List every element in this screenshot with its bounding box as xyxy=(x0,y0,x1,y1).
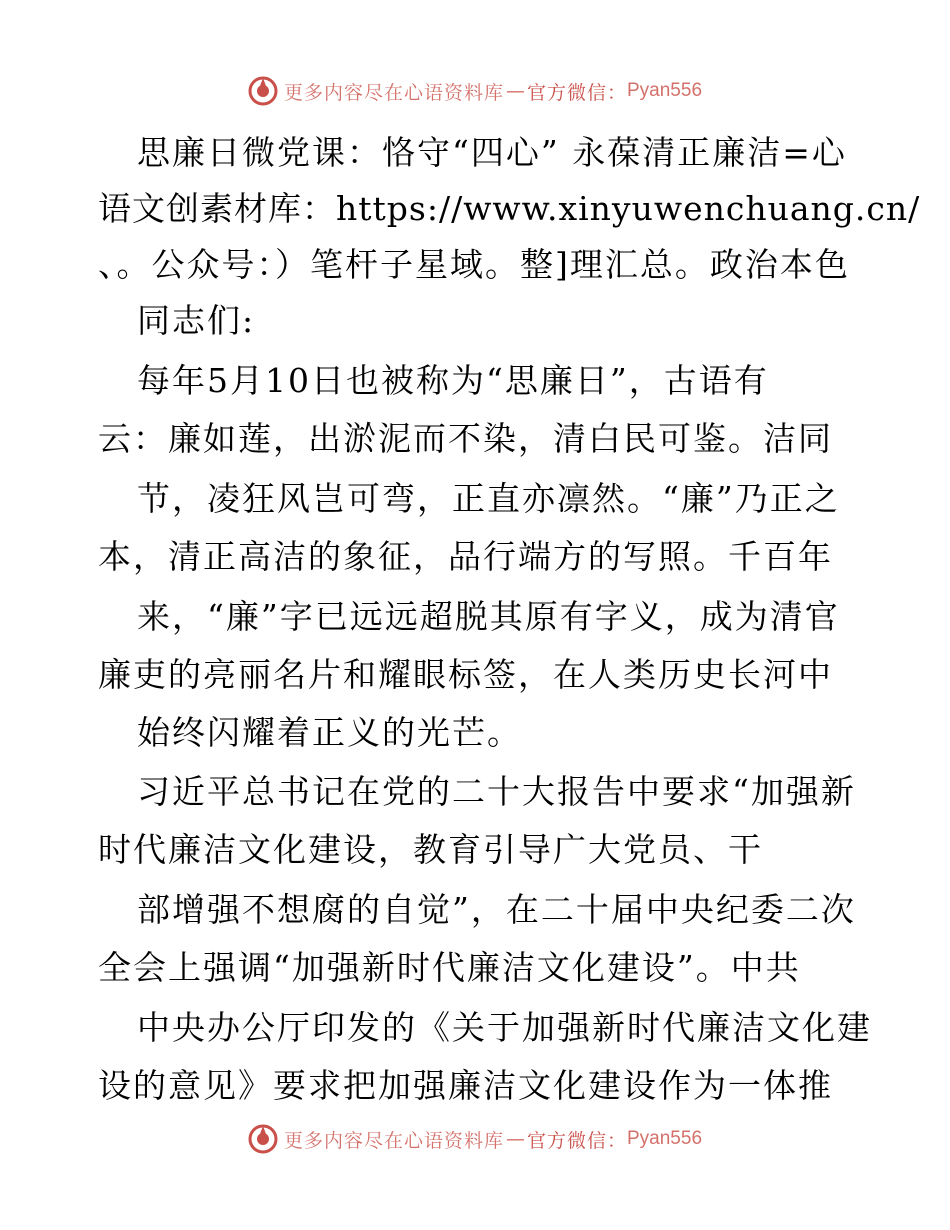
text-line: 来，“廉”字已远远超脱其原有字义，成为清官 xyxy=(137,597,840,636)
text-line: 时代廉洁文化建设，教育引导广大党员、干 xyxy=(98,830,763,869)
text-line: 部增强不想腐的自觉”，在二十届中央纪委二次 xyxy=(137,890,856,929)
text-line: 语文创素材库：https://www.xinyuwenchuang.cn/ xyxy=(98,189,921,228)
banner-wechat-id: Pyan556 xyxy=(627,1128,703,1149)
text-line: 全会上强调“加强新时代廉洁文化建设”。中共 xyxy=(98,948,801,987)
text-line: 同志们: xyxy=(137,301,256,340)
text-line: 节，凌狂风岂可弯，正直亦凛然。“廉”乃正之 xyxy=(137,479,840,518)
logo-icon xyxy=(248,76,278,106)
header-banner xyxy=(0,71,950,111)
logo-icon xyxy=(248,1124,278,1154)
text-line: 始终闪耀着正义的光芒。 xyxy=(137,713,522,752)
text-line: 、。公众号：）笔杆子星域。整]理汇总。政治本色 xyxy=(98,245,850,284)
text-line: 设的意见》要求把加强廉洁文化建设作为一体推 xyxy=(98,1066,833,1105)
banner-separator: — xyxy=(505,1128,525,1150)
footer-banner xyxy=(0,1119,950,1159)
text-line: 习近平总书记在党的二十大报告中要求“加强新 xyxy=(137,772,856,811)
banner-text: 更多内容尽在心语资料库 xyxy=(283,81,504,104)
banner-label: 官方微信： xyxy=(526,81,627,104)
text-line: 本，清正高洁的象征，品行端方的写照。千百年 xyxy=(98,537,833,576)
text-line: 中央办公厅印发的《关于加强新时代廉洁文化建 xyxy=(137,1008,872,1047)
text-line: 每年5月10日也被称为“思廉日”，古语有 xyxy=(137,361,769,400)
text-line: 云：廉如莲，出淤泥而不染，清白民可鉴。洁同 xyxy=(98,419,833,458)
text-line: 廉吏的亮丽名片和耀眼标签，在人类历史长河中 xyxy=(98,655,833,694)
banner-text: 更多内容尽在心语资料库 xyxy=(283,1129,504,1152)
banner-wechat-id: Pyan556 xyxy=(627,80,703,101)
banner-separator: — xyxy=(505,80,525,102)
banner-label: 官方微信： xyxy=(526,1129,627,1152)
text-line: 思廉日微党课：恪守“四心” 永葆清正廉洁=心 xyxy=(137,133,847,172)
